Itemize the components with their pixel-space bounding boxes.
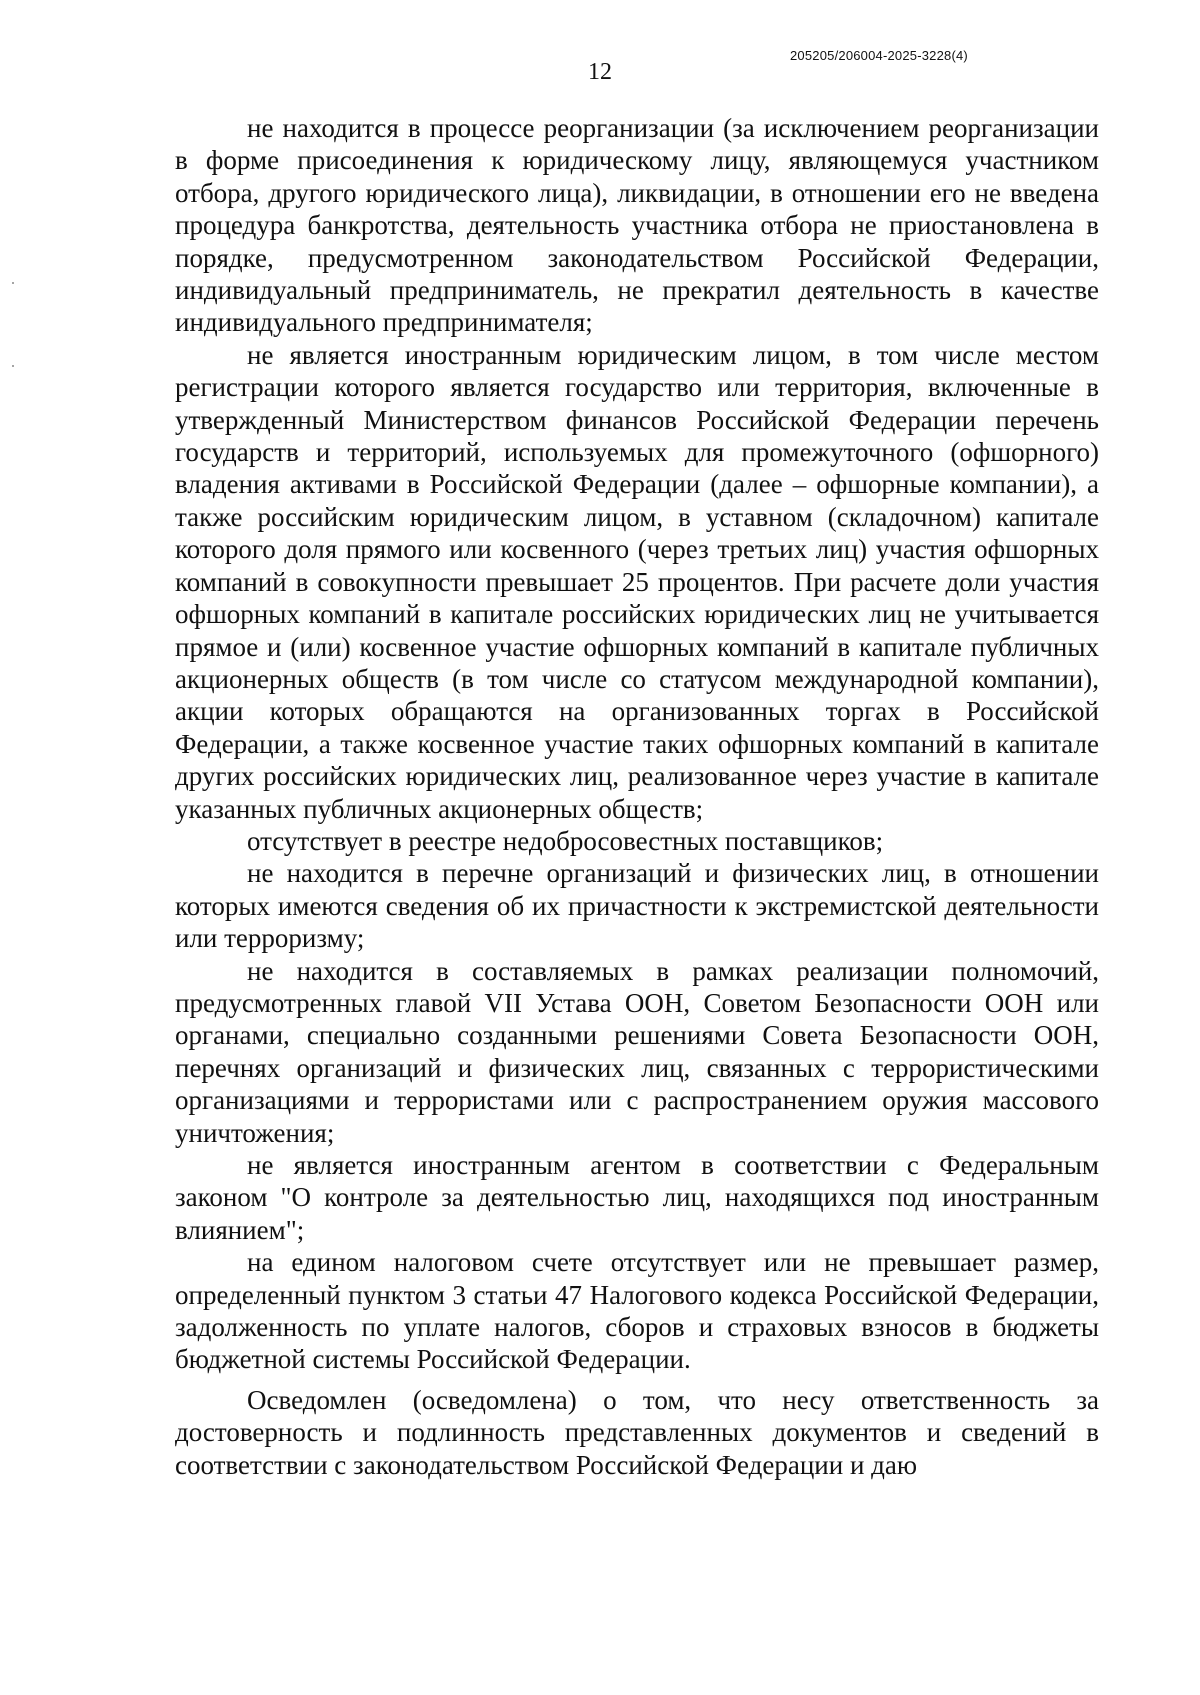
page-number: 12 (588, 59, 612, 85)
paragraph-extremism: не находится в перечне организаций и физических лиц, в отношении которых имеются сведения об их причастности к экстремистской деятельности или терроризму; (175, 858, 1099, 954)
paragraph-unfair-suppliers: отсутствует в реестре недобросовестных поставщиков; (247, 825, 884, 856)
document-body (175, 112, 1099, 1481)
paragraph-offshore: не является иностранным юридическим лицом, в том числе местом регистрации которого является государство или территория, включенные в утвержденный Министерством финансов Российской Федерации перечень государств и территорий, используемых для промежуточного (офшорного) владения активами в Российской Федерации (далее – офшорные компании), а также российским юридическим лицом, в уставном (складочном) капитале которого доля прямого или косвенного (через третьих лиц) участия офшорных компаний в совокупности превышает 25 процентов. При расчете доли участия офшорных компаний в капитале российских юридических лиц не учитывается прямое и (или) косвенное участие офшорных компаний в капитале публичных акционерных обществ (в том числе со статусом международной компании), акции которых обращаются на организованных торгах в Российской Федерации, а также косвенное участие таких офшорных компаний в капитале других российских юридических лиц, реализованное через участие в капитале указанных публичных акционерных обществ; (175, 339, 1099, 824)
paragraph-acknowledgement: Осведомлен (осведомлена) о том, что несу ответственность за достоверность и подлинность представленных документов и сведений в соответствии с законодательством Российской Федерации и даю (175, 1384, 1099, 1480)
document-id: 205205/206004-2025-3228(4) (790, 48, 968, 63)
scan-speck (12, 365, 14, 367)
paragraph-foreign-agent: не является иностранным агентом в соответствии с Федеральным законом "О контроле за деятельностью лиц, находящихся под иностранным влиянием"; (175, 1150, 1099, 1245)
scan-speck (12, 282, 14, 284)
paragraph-reorganization: не находится в процессе реорганизации (за исключением реорганизации в форме присоединения к юридическому лицу, являющемуся участником отбора, другого юридического лица), ликвидации, в отношении его не введена процедура банкротства, деятельность участника отбора не приостановлена в порядке, предусмотренном законодательством Российской Федерации, индивидуальный предприниматель, не прекратил деятельность в качестве индивидуального предпринимателя; (175, 113, 1099, 338)
paragraph-un-sanctions: не находится в составляемых в рамках реализации полномочий, предусмотренных главой VII Устава ООН, Советом Безопасности ООН или органами, специально созданными решениями Совета Безопасности ООН, перечнях организаций и физических лиц, связанных с террористическими организациями и террористами или с распространением оружия массового уничтожения; (175, 955, 1099, 1148)
paragraph-tax-debt: на едином налоговом счете отсутствует или не превышает размер, определенный пунктом 3 статьи 47 Налогового кодекса Российской Федерации, задолженность по уплате налогов, сборов и страховых взносов в бюджеты бюджетной системы Российской Федерации. (175, 1247, 1099, 1375)
